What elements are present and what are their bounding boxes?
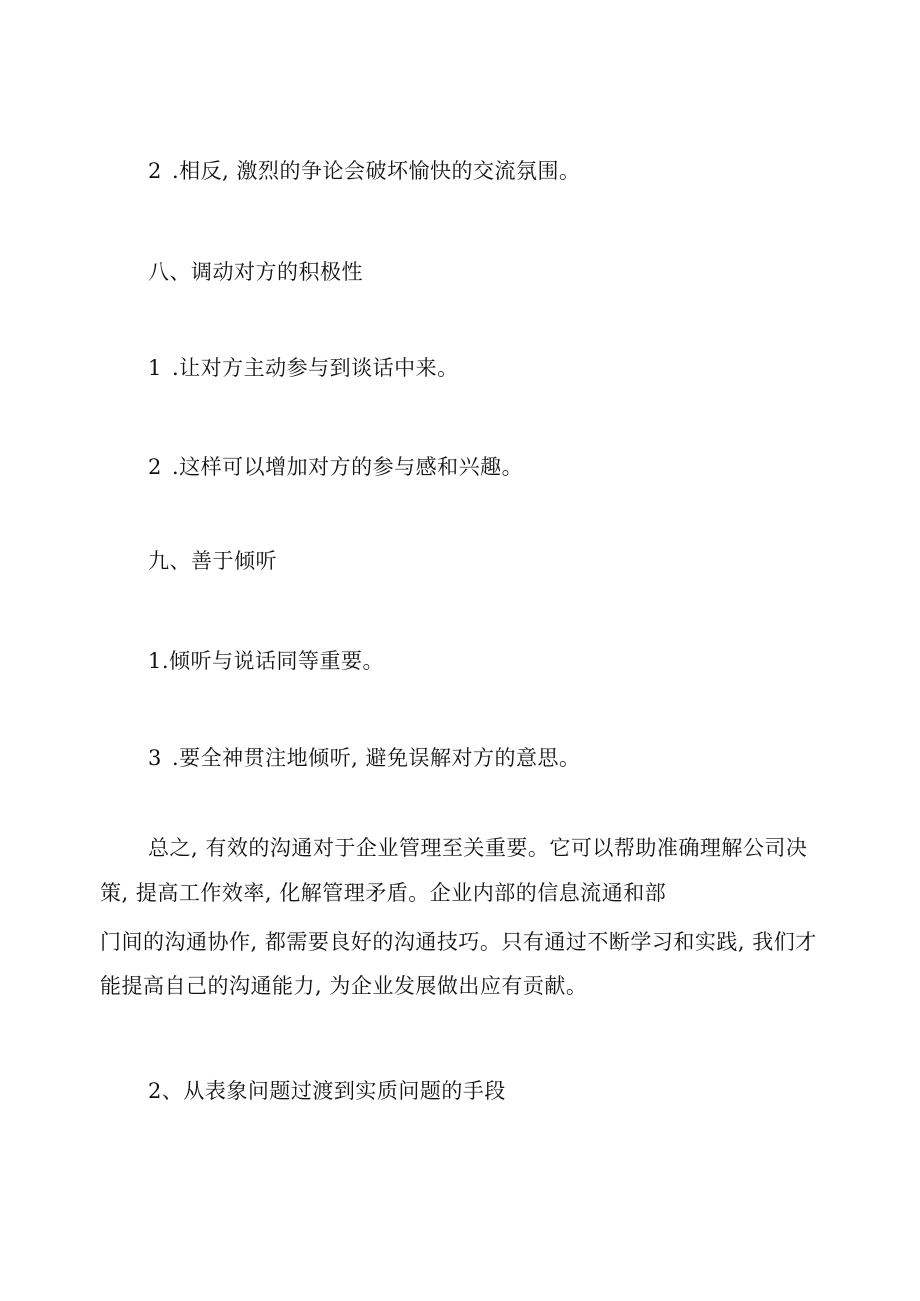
summary-line: 总之, 有效的沟通对于企业管理至关重要。它可以帮助准确理解公司决 (148, 836, 808, 860)
list-item-number: 2 (148, 455, 162, 479)
summary-line: 策, 提高工作效率, 化解管理矛盾。企业内部的信息流通和部 (100, 881, 667, 905)
list-item (148, 156, 581, 186)
list-item-text: .让对方主动参与到谈话中来。 (172, 356, 459, 380)
list-item (148, 452, 523, 482)
list-item-text: .相反, 激烈的争论会破坏愉快的交流氛围。 (172, 159, 581, 183)
list-item-number: 3 (148, 746, 162, 770)
section-heading-9: 九、善于倾听 (148, 549, 277, 573)
summary-line: 门间的沟通协作, 都需要良好的沟通技巧。只有通过不断学习和实践, 我们才 (100, 930, 817, 954)
list-item-number: 2 (148, 159, 162, 183)
section-heading-8: 八、调动对方的积极性 (148, 260, 363, 284)
list-item (148, 353, 459, 383)
summary-line: 能提高自己的沟通能力, 为企业发展做出应有贡献。 (100, 974, 588, 998)
list-item: 1.倾听与说话同等重要。 (148, 649, 385, 673)
list-item (148, 743, 581, 773)
list-item-text: .这样可以增加对方的参与感和兴趣。 (172, 455, 524, 479)
list-item-text: .要全神贯注地倾听, 避免误解对方的意思。 (172, 746, 581, 770)
list-item-number: 1 (148, 356, 162, 380)
section-heading: 2、从表象问题过渡到实质问题的手段 (148, 1079, 506, 1103)
